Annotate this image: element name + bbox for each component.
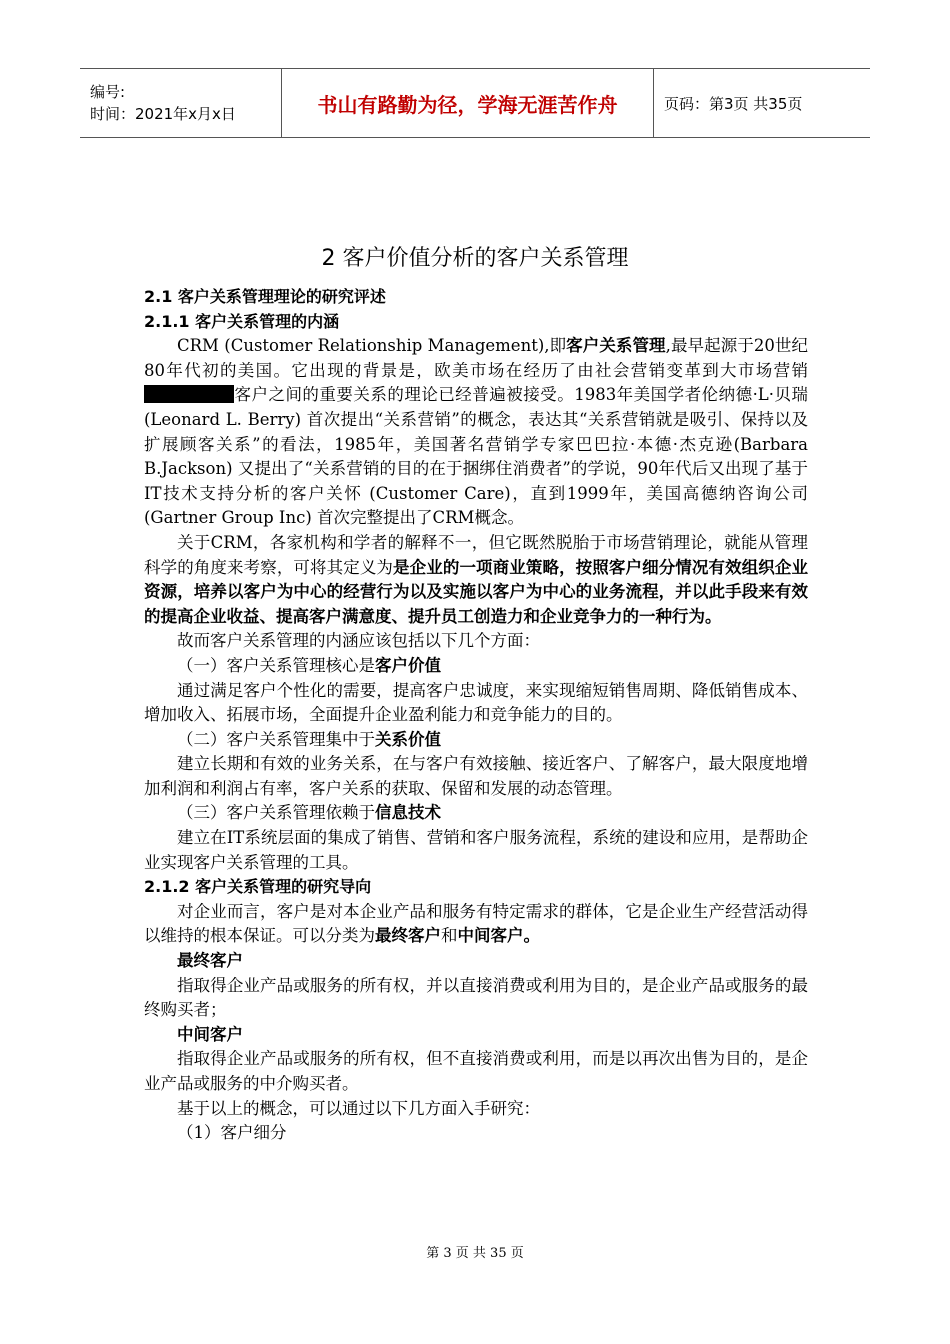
list-item-core xyxy=(144,654,808,679)
section-heading-2-1-1: 2.1.1 客户关系管理的内涵 xyxy=(144,311,340,331)
text-run: 关于CRM，各家机构和学者的解释不一，但它既然脱胎于市场营销理论，就能从管理科学的角度来考察，可将其定义为 xyxy=(144,532,808,577)
text-run: （一）客户关系管理核心是 xyxy=(177,655,375,675)
paragraph-intermediate-customer: 指取得企业产品或服务的所有权，但不直接消费或利用，而是以再次出售为目的，是企业产品或服务的中介购买者。 xyxy=(144,1049,808,1093)
number-label: 编号: xyxy=(90,83,126,101)
bold-term: 客户价值 xyxy=(375,655,441,675)
subheading-final-customer: 最终客户 xyxy=(177,951,243,971)
paragraph-research-approach: 基于以上的概念，可以通过以下几方面入手研究： xyxy=(177,1098,540,1118)
paragraph-focus-detail: 建立长期和有效的业务关系，在与客户有效接触、接近客户、了解客户，最大限度地增加利润和利润占有率，客户关系的获取、保留和发展的动态管理。 xyxy=(144,754,808,798)
paragraph-crm-definition xyxy=(144,531,808,629)
text-run: ,最早起源于20世纪80年代初的美国。它出现的背景是，欧美市场在经历了由社会营销变革到大市场营销 xyxy=(144,336,808,380)
list-item-focus xyxy=(144,728,808,753)
text-run: 客户之间的重要关系的理论已经普遍被接受。1983年美国学者伦纳德·L·贝瑞 (Leonard L. Berry) 首次提出“关系营销”的概念，表达其“关系营销就是吸引、保持以及扩展顾客关系”的看法，1985年，美国著名营销学专家巴巴拉·本德·杰克逊(Barbara B.Jackson) 又提出了“关系营销的目的在于捆绑住消费者”的学说，90年代后又出现了基于IT技术支持分析的客户关怀 (Customer Care)，直到1999年，美国高德纳咨询公司 (Gartner Group Inc) 首次完整提出了CRM概念。 xyxy=(144,385,808,528)
bold-term: 客户关系管理 xyxy=(566,336,666,356)
paragraph-final-customer: 指取得企业产品或服务的所有权，并以直接消费或利用为目的，是企业产品或服务的最终购买者； xyxy=(144,975,808,1020)
header-meta xyxy=(80,69,282,137)
text-run: 和 xyxy=(441,926,458,946)
text-run: （二）客户关系管理集中于 xyxy=(177,729,375,749)
text-run: CRM (Customer Relationship Management),即 xyxy=(177,336,567,356)
bold-term: 信息技术 xyxy=(375,803,441,823)
page-footer: 第 3 页 共 35 页 xyxy=(426,1246,524,1261)
page-title: 2 客户价值分析的客户关系管理 xyxy=(321,246,629,271)
bold-definition: 是企业的一项商业策略，按照客户细分情况有效组织企业资源，培养以客户为中心的经营行为以及实施以客户为中心的业务流程，并以此手段来有效的提高企业收益、提高客户满意度、提升员工创造力和企业竞争力的一种行为。 xyxy=(144,557,809,626)
bold-term: 最终客户 xyxy=(375,926,441,946)
bold-term: 中间客户。 xyxy=(457,926,540,946)
paragraph-core-detail: 通过满足客户个性化的需要，提高客户忠诚度，来实现缩短销售周期、降低销售成本、增加收入、拓展市场，全面提升企业盈利能力和竞争能力的目的。 xyxy=(144,680,808,725)
list-item-segmentation: （1）客户细分 xyxy=(177,1123,287,1143)
motto-text: 书山有路勤为径，学海无涯苦作舟 xyxy=(317,92,618,117)
subheading-intermediate-customer: 中间客户 xyxy=(177,1024,243,1044)
page-header xyxy=(80,68,870,138)
header-motto xyxy=(282,69,654,137)
bold-term: 关系价值 xyxy=(375,729,441,749)
paragraph-dependency-detail: 建立在IT系统层面的集成了销售、营销和客户服务流程，系统的建设和应用，是帮助企业实现客户关系管理的工具。 xyxy=(144,828,808,872)
text-run: 对企业而言，客户是对本企业产品和服务有特定需求的群体，它是企业生产经营活动得以维持的根本保证。可以分类为 xyxy=(144,901,808,946)
list-item-dependency xyxy=(144,801,808,826)
paragraph-crm-origin xyxy=(144,334,808,531)
section-heading-2-1: 2.1 客户关系管理理论的研究评述 xyxy=(144,287,386,306)
section-heading-2-1-2: 2.1.2 客户关系管理的研究导向 xyxy=(144,877,372,897)
header-page-info xyxy=(654,69,870,137)
redaction-block xyxy=(144,385,234,403)
paragraph-customer-types xyxy=(144,900,808,949)
date-line: 时间：2021年x月x日 xyxy=(90,105,236,123)
text-run: （三）客户关系管理依赖于 xyxy=(177,803,375,823)
document-body xyxy=(144,285,808,1146)
page-info-text: 页码：第3页 共35页 xyxy=(664,94,803,113)
paragraph-intro-aspects: 故而客户关系管理的内涵应该包括以下几个方面： xyxy=(177,631,540,651)
